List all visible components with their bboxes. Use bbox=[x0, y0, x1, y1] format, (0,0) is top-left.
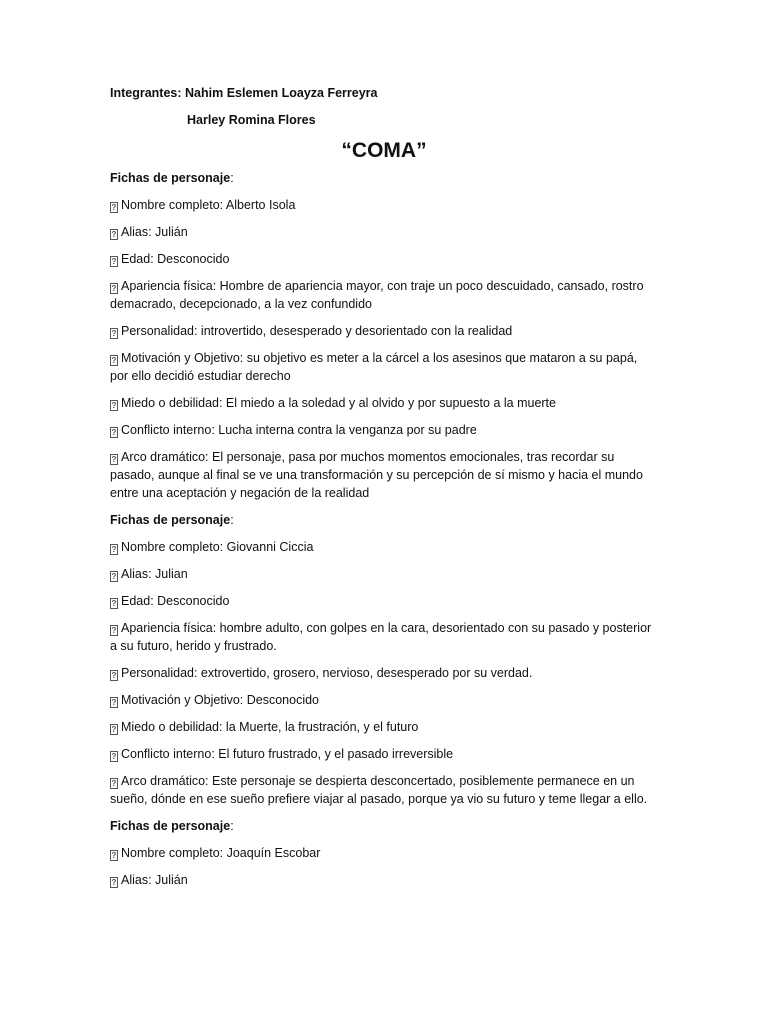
character-field bbox=[110, 322, 658, 340]
heading-colon: : bbox=[230, 513, 234, 527]
missing-glyph-bullet-icon: ? bbox=[111, 203, 117, 212]
character-field-text: Arco dramático: El personaje, pasa por muchos momentos emocionales, tras recordar su pasado, aunque al final se ve una transformación y su percepción de sí mismo y hacia el mundo entre una aceptación y negación de la realidad bbox=[110, 450, 643, 500]
members-line bbox=[110, 84, 658, 102]
character-field-text: Arco dramático: Este personaje se despierta desconcertado, posiblemente permanece en un sueño, dónde en ese sueño prefiere viajar al pasado, porque ya vio su futuro y teme llegar a ello. bbox=[110, 774, 648, 806]
document-page bbox=[110, 84, 658, 898]
character-field-text: Nombre completo: Joaquín Escobar bbox=[121, 846, 321, 860]
missing-glyph-bullet-icon: ? bbox=[111, 725, 117, 734]
character-field-text: Motivación y Objetivo: Desconocido bbox=[121, 693, 320, 707]
character-field bbox=[110, 691, 658, 709]
section-heading-text: Fichas de personaje bbox=[110, 171, 231, 185]
character-field-text: Edad: Desconocido bbox=[121, 252, 230, 266]
missing-glyph-bullet-icon: ? bbox=[111, 698, 117, 707]
character-field bbox=[110, 871, 658, 889]
missing-glyph-bullet-icon: ? bbox=[111, 455, 117, 464]
missing-glyph-bullet-icon: ? bbox=[111, 356, 117, 365]
missing-glyph-bullet-icon: ? bbox=[111, 779, 117, 788]
character-field-text: Apariencia física: hombre adulto, con golpes en la cara, desorientado con su pasado y posterior a su futuro, herido y frustrado. bbox=[110, 621, 652, 653]
character-field bbox=[110, 565, 658, 583]
character-field bbox=[110, 349, 658, 385]
section-heading-text: Fichas de personaje bbox=[110, 513, 231, 527]
missing-glyph-bullet-icon: ? bbox=[111, 671, 117, 680]
character-field-text: Personalidad: extrovertido, grosero, nervioso, desesperado por su verdad. bbox=[121, 666, 533, 680]
member-2-name: Harley Romina Flores bbox=[187, 113, 316, 127]
section-heading-text: Fichas de personaje bbox=[110, 819, 231, 833]
section-heading bbox=[110, 817, 658, 835]
character-sheets bbox=[110, 169, 658, 889]
missing-glyph-bullet-icon: ? bbox=[111, 851, 117, 860]
missing-glyph-bullet-icon: ? bbox=[111, 428, 117, 437]
character-field-text: Nombre completo: Alberto Isola bbox=[121, 198, 296, 212]
missing-glyph-bullet-icon: ? bbox=[111, 257, 117, 266]
character-field-text: Miedo o debilidad: la Muerte, la frustración, y el futuro bbox=[121, 720, 419, 734]
character-field bbox=[110, 619, 658, 655]
character-field-text: Edad: Desconocido bbox=[121, 594, 230, 608]
character-field bbox=[110, 844, 658, 862]
member-2-line bbox=[110, 111, 658, 129]
missing-glyph-bullet-icon: ? bbox=[111, 401, 117, 410]
section-heading bbox=[110, 511, 658, 529]
missing-glyph-bullet-icon: ? bbox=[111, 572, 117, 581]
missing-glyph-bullet-icon: ? bbox=[111, 545, 117, 554]
character-field bbox=[110, 745, 658, 763]
character-field bbox=[110, 448, 658, 502]
character-field-text: Nombre completo: Giovanni Ciccia bbox=[121, 540, 314, 554]
heading-colon: : bbox=[230, 819, 234, 833]
character-field-text: Personalidad: introvertido, desesperado y desorientado con la realidad bbox=[121, 324, 513, 338]
missing-glyph-bullet-icon: ? bbox=[111, 329, 117, 338]
character-field bbox=[110, 394, 658, 412]
character-field bbox=[110, 421, 658, 439]
missing-glyph-bullet-icon: ? bbox=[111, 752, 117, 761]
section-heading bbox=[110, 169, 658, 187]
character-field-text: Alias: Julian bbox=[121, 567, 188, 581]
character-field bbox=[110, 250, 658, 268]
character-field bbox=[110, 196, 658, 214]
document-title: “COMA” bbox=[341, 139, 427, 162]
character-field-text: Motivación y Objetivo: su objetivo es meter a la cárcel a los asesinos que mataron a su papá, por ello decidió estudiar derecho bbox=[110, 351, 638, 383]
character-field bbox=[110, 223, 658, 241]
character-field bbox=[110, 664, 658, 682]
missing-glyph-bullet-icon: ? bbox=[111, 230, 117, 239]
missing-glyph-bullet-icon: ? bbox=[111, 626, 117, 635]
missing-glyph-bullet-icon: ? bbox=[111, 284, 117, 293]
character-field-text: Alias: Julián bbox=[121, 225, 188, 239]
character-field bbox=[110, 718, 658, 736]
members-label: Integrantes: bbox=[110, 86, 182, 100]
missing-glyph-bullet-icon: ? bbox=[111, 878, 117, 887]
character-field-text: Apariencia física: Hombre de apariencia mayor, con traje un poco descuidado, cansado, rostro demacrado, decepcionado, a la vez confundido bbox=[110, 279, 644, 311]
character-field bbox=[110, 592, 658, 610]
character-field bbox=[110, 277, 658, 313]
missing-glyph-bullet-icon: ? bbox=[111, 599, 117, 608]
character-field bbox=[110, 538, 658, 556]
character-field bbox=[110, 772, 658, 808]
heading-colon: : bbox=[230, 171, 234, 185]
character-field-text: Conflicto interno: El futuro frustrado, y el pasado irreversible bbox=[121, 747, 454, 761]
character-field-text: Miedo o debilidad: El miedo a la soledad y al olvido y por supuesto a la muerte bbox=[121, 396, 556, 410]
character-field-text: Conflicto interno: Lucha interna contra la venganza por su padre bbox=[121, 423, 477, 437]
character-field-text: Alias: Julián bbox=[121, 873, 188, 887]
member-1-name: Nahim Eslemen Loayza Ferreyra bbox=[185, 86, 378, 100]
